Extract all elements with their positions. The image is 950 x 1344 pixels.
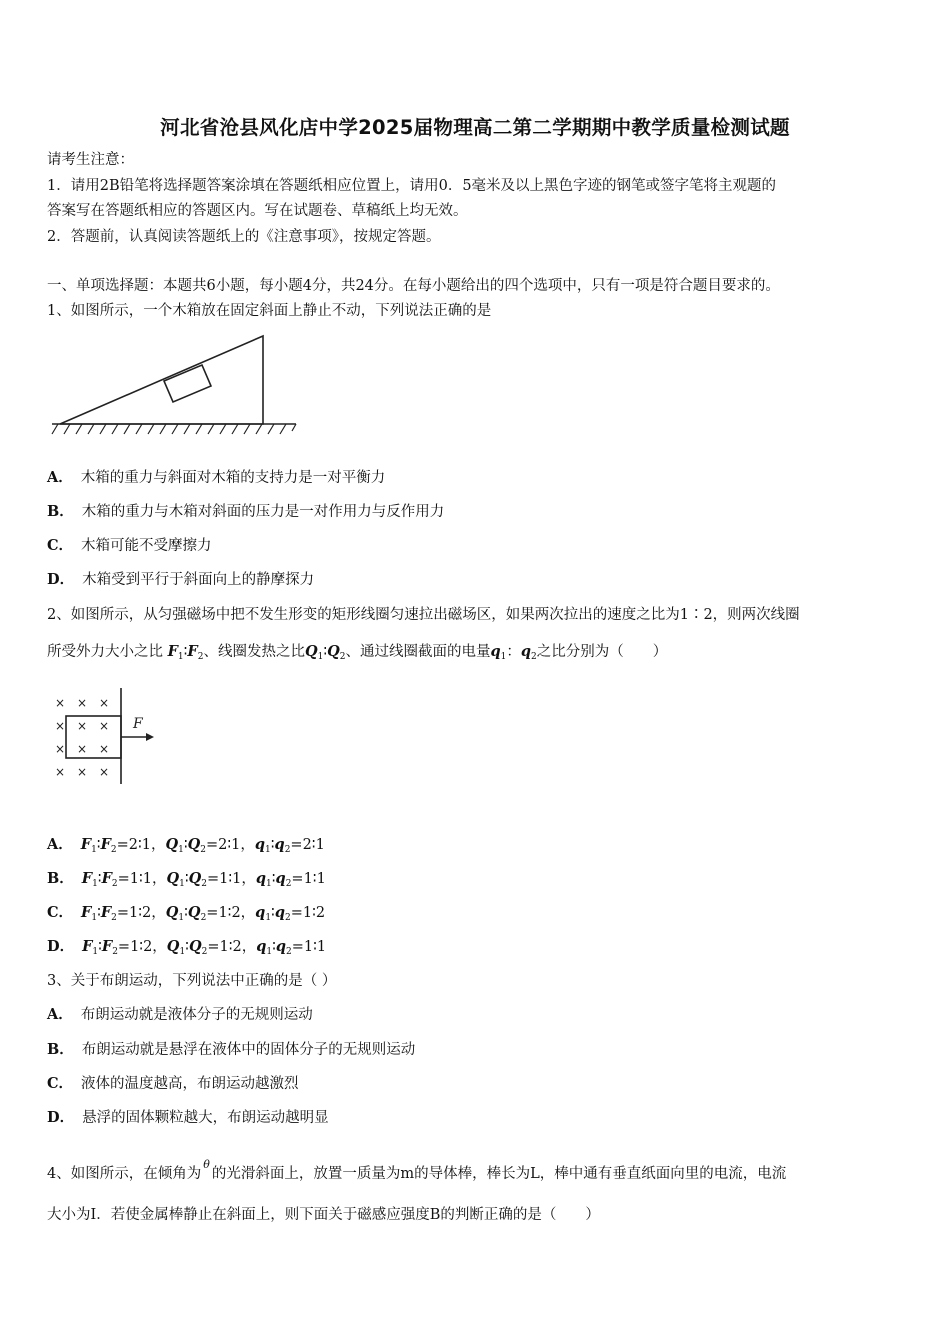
rectangular-coil [66, 716, 121, 758]
svg-text:×: × [77, 742, 88, 756]
svg-text:×: × [99, 719, 110, 733]
q1-stem: 1、如图所示，一个木箱放在固定斜面上静止不动，下列说法正确的是 [47, 303, 492, 319]
q3-option-d: D． 悬浮的固体颗粒越大，布朗运动越明显 [47, 1109, 329, 1126]
notice-item-1-line-1: 1．请用2B铅笔将选择题答案涂填在答题纸相应位置上，请用0．5毫米及以上黑色字迹的钢笔或签字笔将主观题的 [47, 178, 777, 194]
svg-text:×: × [77, 765, 88, 779]
q3-option-b: B． 布朗运动就是悬浮在液体中的固体分子的无规则运动 [47, 1041, 416, 1058]
notice-item-2: 2．答题前，认真阅读答题纸上的《注意事项》，按规定答题。 [47, 229, 441, 245]
q1-incline-figure [48, 330, 298, 440]
svg-text:×: × [77, 719, 88, 733]
q2-magnetic-field-figure [50, 686, 160, 786]
q2-option-c: C． $F_1∶F_2=1∶2$，$Q_1∶Q_2=1∶2$，$q_1∶q_2=1∶2$ [47, 904, 326, 923]
q3-stem: 3、关于布朗运动，下列说法中正确的是（ ） [47, 973, 337, 989]
q2-option-a: A． $F_1∶F_2=2∶1$，$Q_1∶Q_2=2∶1$，$q_1∶q_2=2∶1$ [47, 836, 325, 855]
svg-text:×: × [55, 742, 66, 756]
svg-text:×: × [99, 742, 110, 756]
svg-text:×: × [99, 765, 110, 779]
svg-text:×: × [99, 696, 110, 710]
ground-hatching [52, 424, 296, 434]
q1-option-a: A． 木箱的重力与斜面对木箱的支持力是一对平衡力 [47, 469, 386, 486]
page-title: 河北省沧县风化店中学2025届物理高二第二学期期中教学质量检测试题 [160, 116, 790, 139]
q1-option-c: C． 木箱可能不受摩擦力 [47, 537, 212, 554]
svg-text:×: × [55, 719, 66, 733]
q4-stem-line-1: 4、如图所示，在倾角为$^\theta$的光滑斜面上，放置一质量为m的导体棒，棒长为L，棒中通有垂直纸面向里的电流，电流 [47, 1158, 787, 1182]
force-label: F [133, 716, 143, 732]
q2-stem-line-1: 2、如图所示，从匀强磁场中把不发生形变的矩形线圈匀速拉出磁场区，如果两次拉出的速度之比为1∶2，则两次线圈 [47, 607, 800, 623]
notice-heading: 请考生注意： [47, 152, 134, 168]
q1-option-b: B． 木箱的重力与木箱对斜面的压力是一对作用力与反作用力 [47, 503, 445, 520]
q3-option-c: C． 液体的温度越高，布朗运动越激烈 [47, 1075, 299, 1092]
q2-option-d: D． $F_1∶F_2=1∶2$，$Q_1∶Q_2=1∶2$，$q_1∶q_2=1∶1$ [47, 938, 327, 957]
q2-stem-line-2: 所受外力大小之比 $F_1∶F_2$、线圈发热之比$Q_1∶Q_2$、通过线圈截面的电量$q_1$：$q_2$之比分别为（ ） [47, 643, 668, 662]
field-cross-marks [55, 696, 109, 779]
incline-triangle [60, 336, 263, 424]
q2-option-b: B． $F_1∶F_2=1∶1$，$Q_1∶Q_2=1∶1$，$q_1∶q_2=1∶1$ [47, 870, 326, 889]
svg-text:×: × [77, 696, 88, 710]
q4-stem-line-2: 大小为I．若使金属棒静止在斜面上，则下面关于磁感应强度B的判断正确的是（ ） [47, 1207, 600, 1223]
section-heading: 一、单项选择题：本题共6小题，每小题4分，共24分。在每小题给出的四个选项中，只有一项是符合题目要求的。 [47, 278, 780, 294]
svg-text:×: × [55, 765, 66, 779]
q3-option-a: A． 布朗运动就是液体分子的无规则运动 [47, 1006, 313, 1023]
svg-text:×: × [55, 696, 66, 710]
force-arrowhead [146, 733, 154, 741]
q1-option-d: D． 木箱受到平行于斜面向上的静摩探力 [47, 571, 315, 588]
theta-symbol: θ [203, 1158, 210, 1171]
notice-item-1-line-2: 答案写在答题纸相应的答题区内。写在试题卷、草稿纸上均无效。 [47, 203, 468, 219]
wooden-box [164, 365, 211, 402]
